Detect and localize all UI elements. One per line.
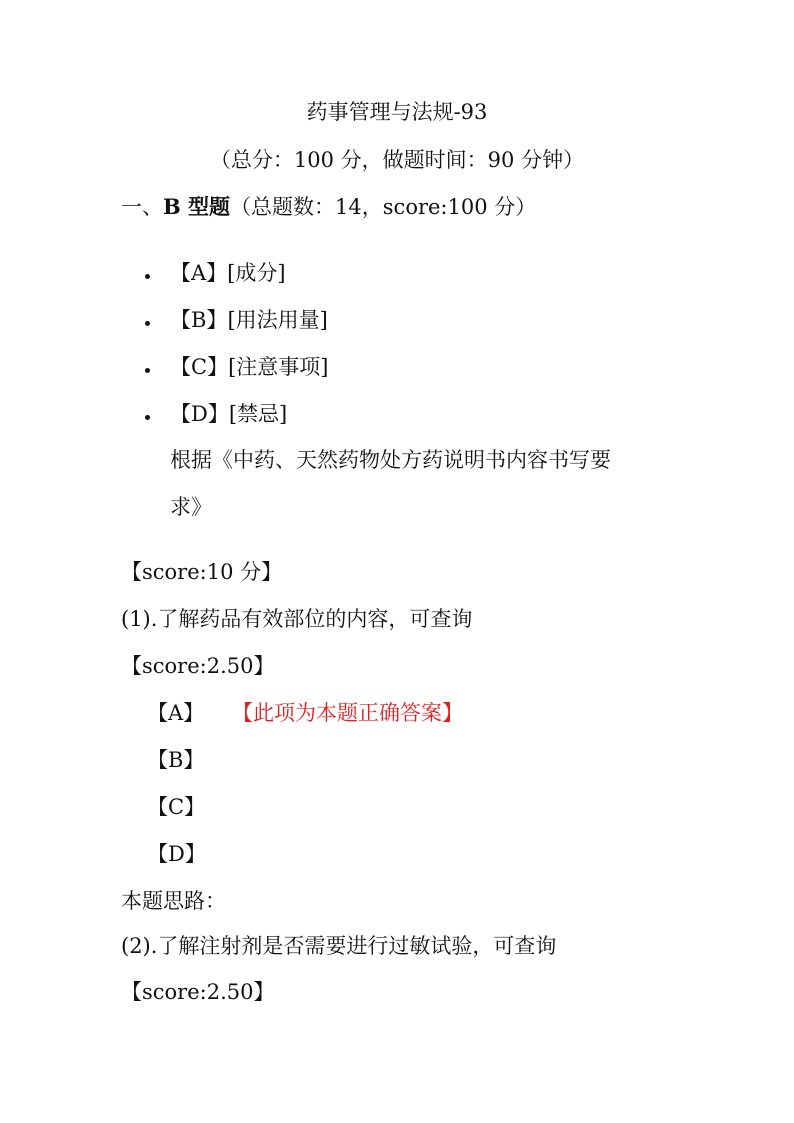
option-text: [禁忌] bbox=[228, 402, 288, 426]
bullet-icon bbox=[145, 321, 150, 326]
section-heading bbox=[121, 193, 536, 221]
correct-answer-note: 【此项为本题正确答案】 bbox=[232, 701, 463, 725]
question-score: 【score:2.50】 bbox=[121, 980, 275, 1004]
option-key: 【B】 bbox=[170, 308, 228, 332]
explanation-label: 本题思路： bbox=[121, 889, 226, 913]
answer-option-a bbox=[147, 699, 204, 727]
answer-key: 【A】 bbox=[147, 701, 205, 725]
answer-option-b: 【B】 bbox=[147, 748, 205, 772]
list-item bbox=[170, 353, 328, 381]
section-info: （总题数：14，score:100 分） bbox=[230, 195, 537, 219]
section-name: B 型题 bbox=[163, 194, 231, 219]
option-text: [用法用量] bbox=[227, 308, 328, 332]
bullet-icon bbox=[145, 368, 150, 373]
list-item bbox=[170, 259, 286, 287]
section-prefix: 一、 bbox=[121, 195, 163, 219]
answer-option-c: 【C】 bbox=[147, 795, 206, 819]
group-score: 【score:10 分】 bbox=[121, 560, 283, 584]
page-subtitle: （总分：100 分，做题时间：90 分钟） bbox=[209, 148, 585, 172]
option-key: 【C】 bbox=[170, 355, 229, 379]
page-title: 药事管理与法规-93 bbox=[306, 100, 488, 124]
question-stem-line-2: 求》 bbox=[170, 495, 212, 519]
answer-option-d: 【D】 bbox=[147, 842, 206, 866]
question-text: (2).了解注射剂是否需要进行过敏试验，可查询 bbox=[121, 934, 557, 958]
bullet-icon bbox=[145, 274, 150, 279]
option-text: [成分] bbox=[227, 261, 286, 285]
bullet-icon bbox=[145, 415, 150, 420]
question-stem-line-1: 根据《中药、天然药物处方药说明书内容书写要 bbox=[170, 448, 611, 472]
option-key: 【D】 bbox=[170, 402, 229, 426]
option-text: [注意事项] bbox=[228, 355, 329, 379]
question-score: 【score:2.50】 bbox=[121, 654, 275, 678]
option-key: 【A】 bbox=[170, 261, 228, 285]
question-text: (1).了解药品有效部位的内容，可查询 bbox=[121, 607, 473, 631]
list-item bbox=[170, 400, 287, 428]
list-item bbox=[170, 306, 328, 334]
